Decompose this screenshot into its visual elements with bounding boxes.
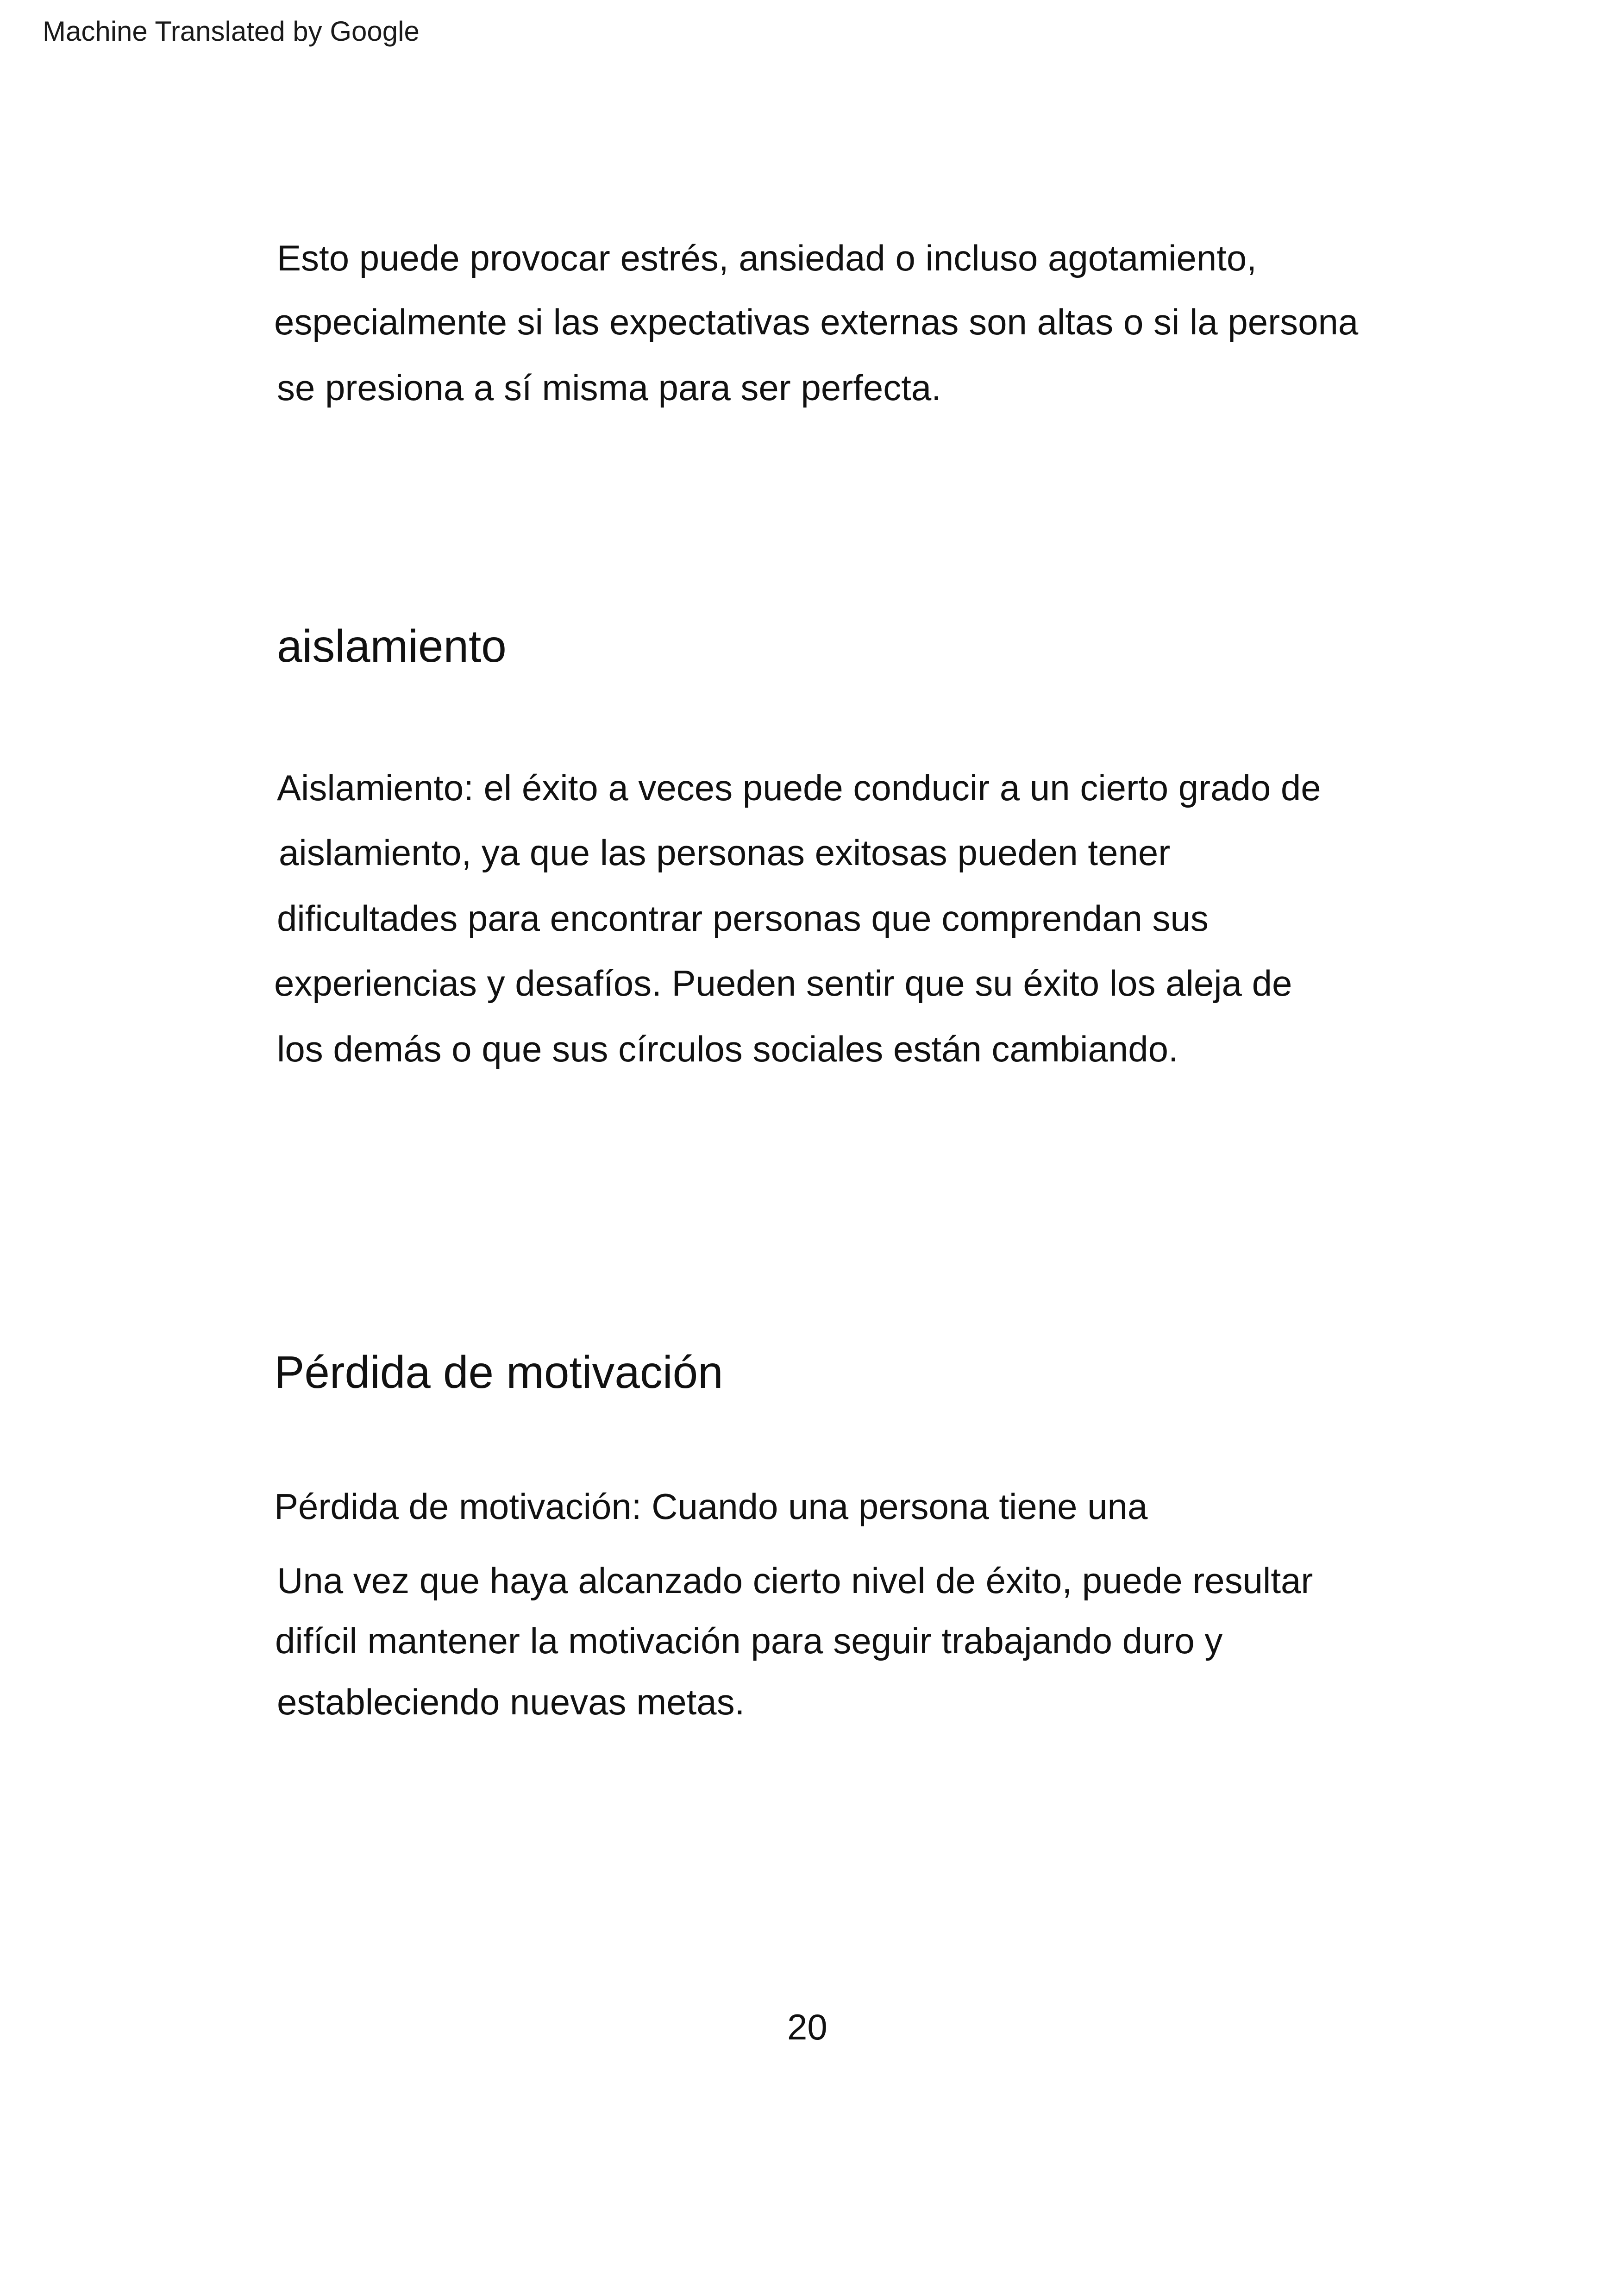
isolation-line: dificultades para encontrar personas que comprendan sus	[277, 898, 1209, 939]
motivation-lead-line: Pérdida de motivación: Cuando una persona tiene una	[274, 1486, 1148, 1527]
motivation-line: difícil mantener la motivación para seguir trabajando duro y	[275, 1620, 1223, 1661]
motivation-line: Una vez que haya alcanzado cierto nivel de éxito, puede resultar	[277, 1560, 1313, 1601]
isolation-line: experiencias y desafíos. Pueden sentir que su éxito los aleja de	[274, 963, 1292, 1004]
intro-line: Esto puede provocar estrés, ansiedad o incluso agotamiento,	[277, 238, 1257, 278]
isolation-line: aislamiento, ya que las personas exitosas pueden tener	[279, 832, 1171, 873]
isolation-line: los demás o que sus círculos sociales están cambiando.	[277, 1029, 1178, 1069]
section-heading-motivation: Pérdida de motivación	[274, 1347, 723, 1398]
motivation-line: estableciendo nuevas metas.	[277, 1681, 745, 1722]
section-heading-isolation: aislamiento	[277, 621, 507, 671]
intro-line: se presiona a sí misma para ser perfecta.	[277, 367, 941, 408]
page-number: 20	[787, 2007, 827, 2047]
machine-translation-note: Machine Translated by Google	[43, 16, 420, 47]
intro-line: especialmente si las expectativas externas son altas o si la persona	[274, 301, 1359, 342]
isolation-line: Aislamiento: el éxito a veces puede conducir a un cierto grado de	[277, 767, 1321, 808]
